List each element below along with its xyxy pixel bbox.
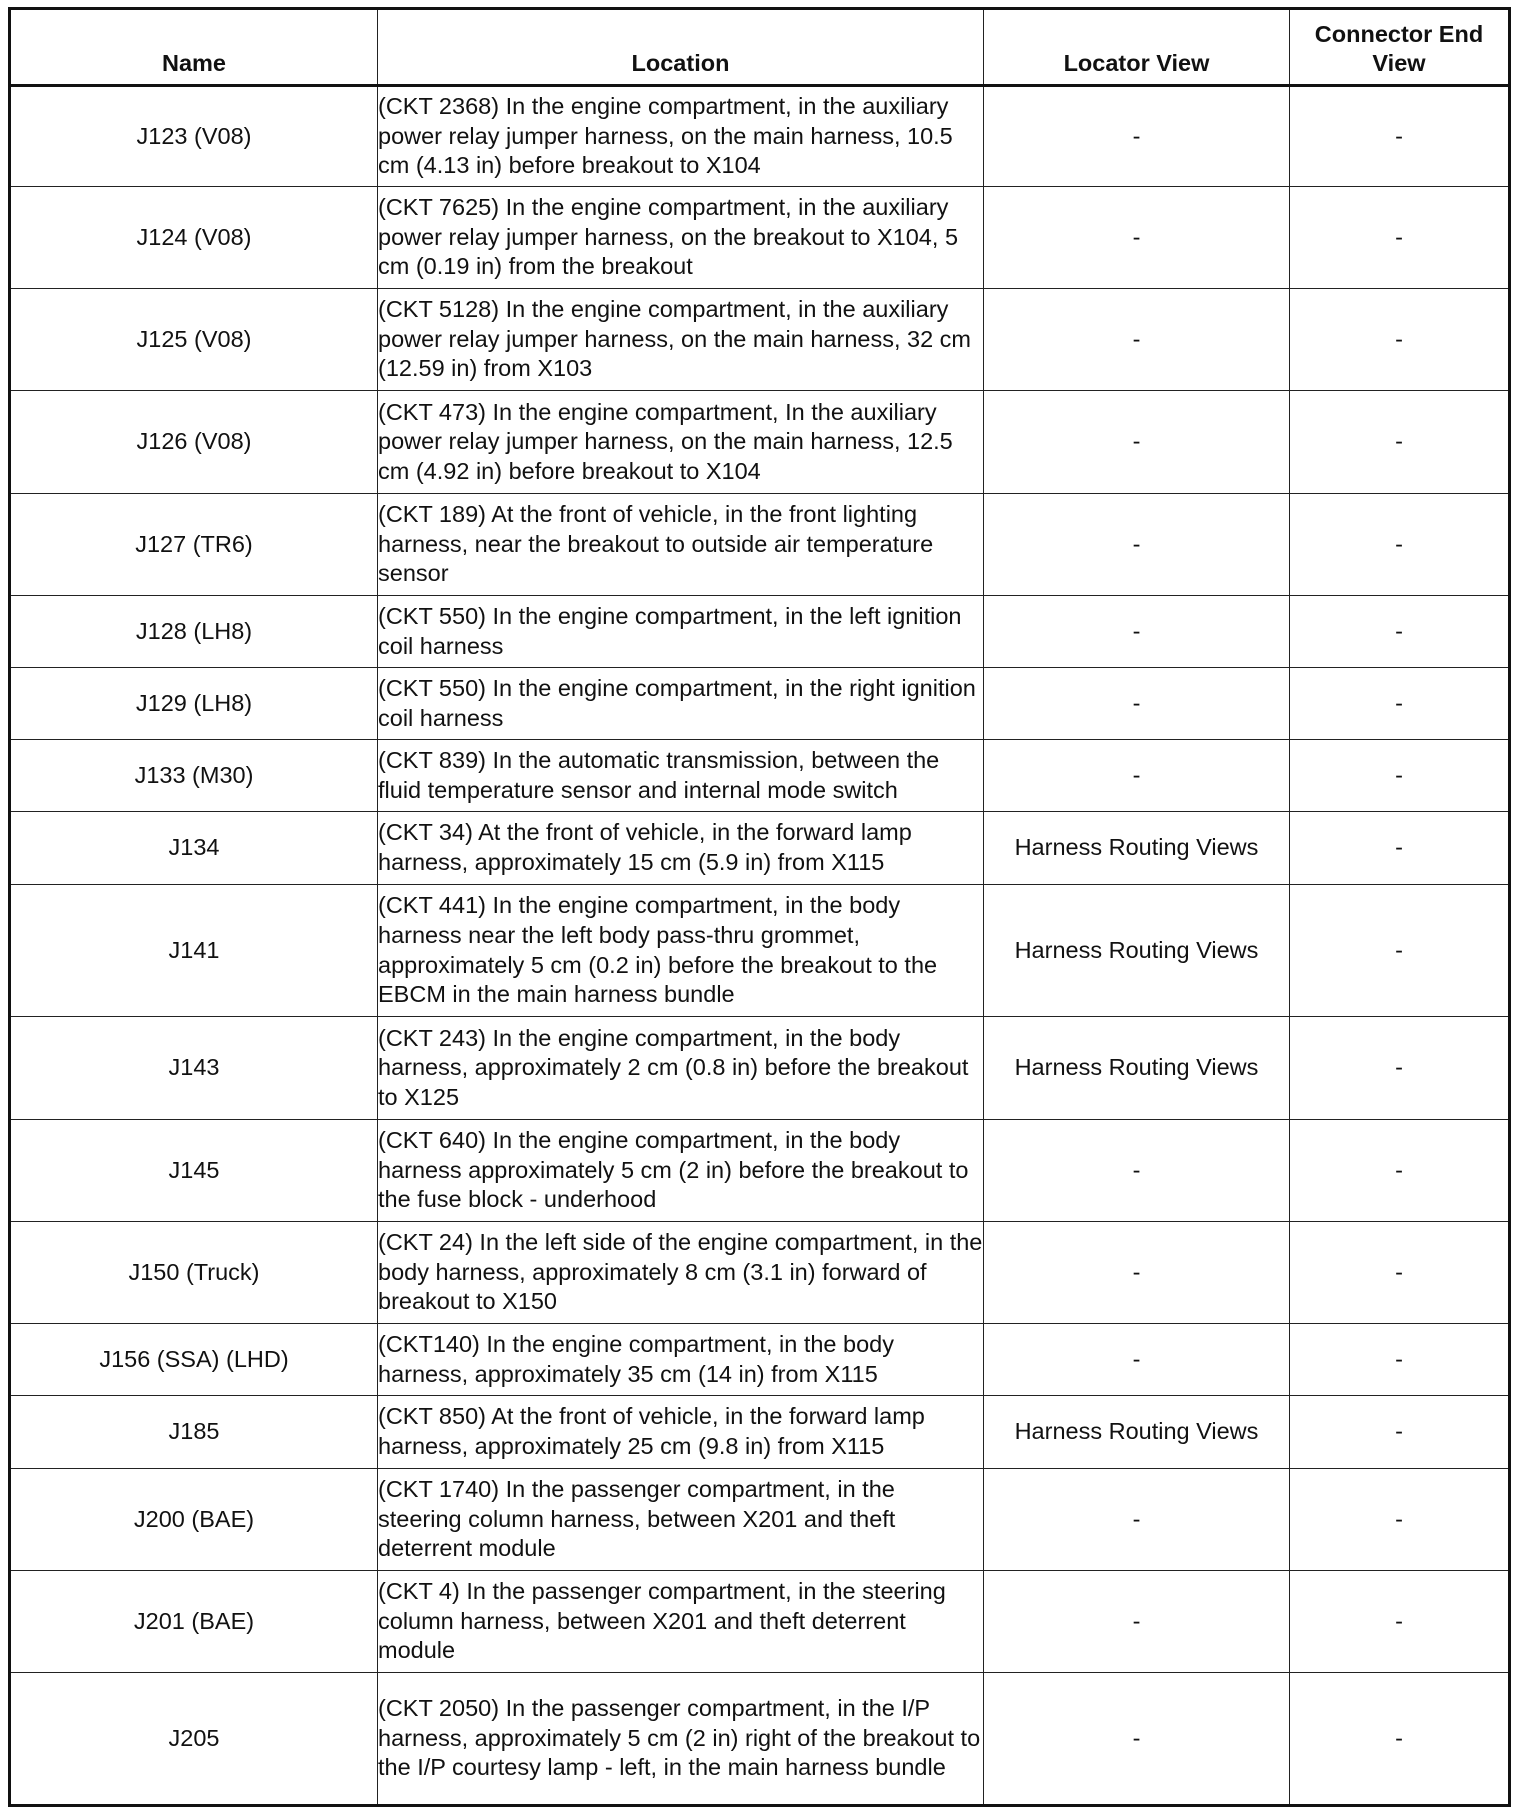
cell-location: (CKT 550) In the engine compartment, in the left ignition coil harness (378, 596, 984, 668)
cell-connector-end-view: - (1290, 1673, 1510, 1806)
table-row (10, 1469, 1510, 1571)
cell-location: (CKT 2050) In the passenger compartment, in the I/P harness, approximately 5 cm (2 in) right of the breakout to the I/P courtesy lamp - left, in the main harness bundle (378, 1673, 984, 1806)
splice-location-table (8, 7, 1511, 1807)
cell-name: J150 (Truck) (10, 1222, 378, 1324)
cell-location: (CKT 550) In the engine compartment, in the right ignition coil harness (378, 668, 984, 740)
cell-connector-end-view: - (1290, 289, 1510, 391)
table-row (10, 740, 1510, 812)
cell-connector-end-view: - (1290, 812, 1510, 885)
header-name: Name (10, 9, 378, 86)
cell-name: J134 (10, 812, 378, 885)
splice-table-sheet (8, 7, 1508, 1807)
cell-name: J145 (10, 1120, 378, 1222)
cell-locator-view: - (984, 1222, 1290, 1324)
cell-locator-view: - (984, 740, 1290, 812)
cell-name: J133 (M30) (10, 740, 378, 812)
cell-connector-end-view: - (1290, 885, 1510, 1017)
cell-connector-end-view: - (1290, 1222, 1510, 1324)
cell-connector-end-view: - (1290, 494, 1510, 596)
cell-connector-end-view: - (1290, 668, 1510, 740)
table-row (10, 494, 1510, 596)
table-row (10, 391, 1510, 494)
cell-location: (CKT 24) In the left side of the engine compartment, in the body harness, approximately 8 cm (3.1 in) forward of breakout to X150 (378, 1222, 984, 1324)
cell-connector-end-view: - (1290, 1571, 1510, 1673)
table-row (10, 289, 1510, 391)
cell-name: J141 (10, 885, 378, 1017)
cell-location: (CKT 441) In the engine compartment, in the body harness near the left body pass-thru grommet, approximately 5 cm (0.2 in) before the breakout to the EBCM in the main harness bundle (378, 885, 984, 1017)
cell-locator-view: - (984, 1469, 1290, 1571)
table-row (10, 1120, 1510, 1222)
header-location: Location (378, 9, 984, 86)
cell-location: (CKT 1740) In the passenger compartment, in the steering column harness, between X201 and theft deterrent module (378, 1469, 984, 1571)
table-row (10, 1222, 1510, 1324)
cell-name: J128 (LH8) (10, 596, 378, 668)
cell-location: (CKT 5128) In the engine compartment, in the auxiliary power relay jumper harness, on the main harness, 32 cm (12.59 in) from X103 (378, 289, 984, 391)
table-row (10, 596, 1510, 668)
table-header-row (10, 9, 1510, 86)
cell-location: (CKT 243) In the engine compartment, in the body harness, approximately 2 cm (0.8 in) before the breakout to X125 (378, 1017, 984, 1120)
cell-name: J126 (V08) (10, 391, 378, 494)
table-row (10, 1396, 1510, 1469)
cell-connector-end-view: - (1290, 391, 1510, 494)
cell-location: (CKT 839) In the automatic transmission, between the fluid temperature sensor and internal mode switch (378, 740, 984, 812)
cell-location: (CKT 473) In the engine compartment, In the auxiliary power relay jumper harness, on the main harness, 12.5 cm (4.92 in) before breakout to X104 (378, 391, 984, 494)
cell-connector-end-view: - (1290, 1469, 1510, 1571)
cell-locator-view[interactable]: Harness Routing Views (984, 1396, 1290, 1469)
table-row (10, 86, 1510, 187)
cell-locator-view: - (984, 1571, 1290, 1673)
cell-name: J185 (10, 1396, 378, 1469)
cell-locator-view: - (984, 187, 1290, 289)
header-connector-end-view: Connector End View (1290, 9, 1510, 86)
cell-connector-end-view: - (1290, 86, 1510, 187)
table-row (10, 1324, 1510, 1396)
cell-locator-view: - (984, 391, 1290, 494)
cell-locator-view[interactable]: Harness Routing Views (984, 1017, 1290, 1120)
cell-locator-view: - (984, 494, 1290, 596)
cell-connector-end-view: - (1290, 596, 1510, 668)
cell-connector-end-view: - (1290, 1324, 1510, 1396)
cell-location: (CKT 640) In the engine compartment, in the body harness approximately 5 cm (2 in) before the breakout to the fuse block - underhood (378, 1120, 984, 1222)
table-body (10, 86, 1510, 1806)
table-row (10, 1571, 1510, 1673)
cell-name: J205 (10, 1673, 378, 1806)
cell-name: J124 (V08) (10, 187, 378, 289)
cell-locator-view: - (984, 596, 1290, 668)
cell-name: J200 (BAE) (10, 1469, 378, 1571)
cell-locator-view: - (984, 1120, 1290, 1222)
cell-locator-view: - (984, 86, 1290, 187)
cell-locator-view[interactable]: Harness Routing Views (984, 812, 1290, 885)
cell-name: J123 (V08) (10, 86, 378, 187)
cell-name: J143 (10, 1017, 378, 1120)
table-row (10, 668, 1510, 740)
header-locator-view: Locator View (984, 9, 1290, 86)
table-row (10, 1017, 1510, 1120)
cell-locator-view: - (984, 668, 1290, 740)
cell-connector-end-view: - (1290, 187, 1510, 289)
cell-location: (CKT 34) At the front of vehicle, in the forward lamp harness, approximately 15 cm (5.9 in) from X115 (378, 812, 984, 885)
cell-name: J129 (LH8) (10, 668, 378, 740)
table-row (10, 1673, 1510, 1806)
cell-connector-end-view: - (1290, 1017, 1510, 1120)
cell-location: (CKT 850) At the front of vehicle, in the forward lamp harness, approximately 25 cm (9.8 in) from X115 (378, 1396, 984, 1469)
cell-location: (CKT140) In the engine compartment, in the body harness, approximately 35 cm (14 in) from X115 (378, 1324, 984, 1396)
cell-name: J156 (SSA) (LHD) (10, 1324, 378, 1396)
cell-locator-view: - (984, 1324, 1290, 1396)
cell-locator-view: - (984, 289, 1290, 391)
cell-connector-end-view: - (1290, 1396, 1510, 1469)
table-row (10, 812, 1510, 885)
cell-location: (CKT 7625) In the engine compartment, in the auxiliary power relay jumper harness, on the breakout to X104, 5 cm (0.19 in) from the breakout (378, 187, 984, 289)
cell-name: J127 (TR6) (10, 494, 378, 596)
table-row (10, 187, 1510, 289)
cell-location: (CKT 2368) In the engine compartment, in the auxiliary power relay jumper harness, on the main harness, 10.5 cm (4.13 in) before breakout to X104 (378, 86, 984, 187)
cell-name: J125 (V08) (10, 289, 378, 391)
cell-name: J201 (BAE) (10, 1571, 378, 1673)
cell-location: (CKT 4) In the passenger compartment, in the steering column harness, between X201 and theft deterrent module (378, 1571, 984, 1673)
cell-locator-view: - (984, 1673, 1290, 1806)
cell-location: (CKT 189) At the front of vehicle, in the front lighting harness, near the breakout to outside air temperature sensor (378, 494, 984, 596)
cell-locator-view[interactable]: Harness Routing Views (984, 885, 1290, 1017)
cell-connector-end-view: - (1290, 740, 1510, 812)
table-row (10, 885, 1510, 1017)
cell-connector-end-view: - (1290, 1120, 1510, 1222)
